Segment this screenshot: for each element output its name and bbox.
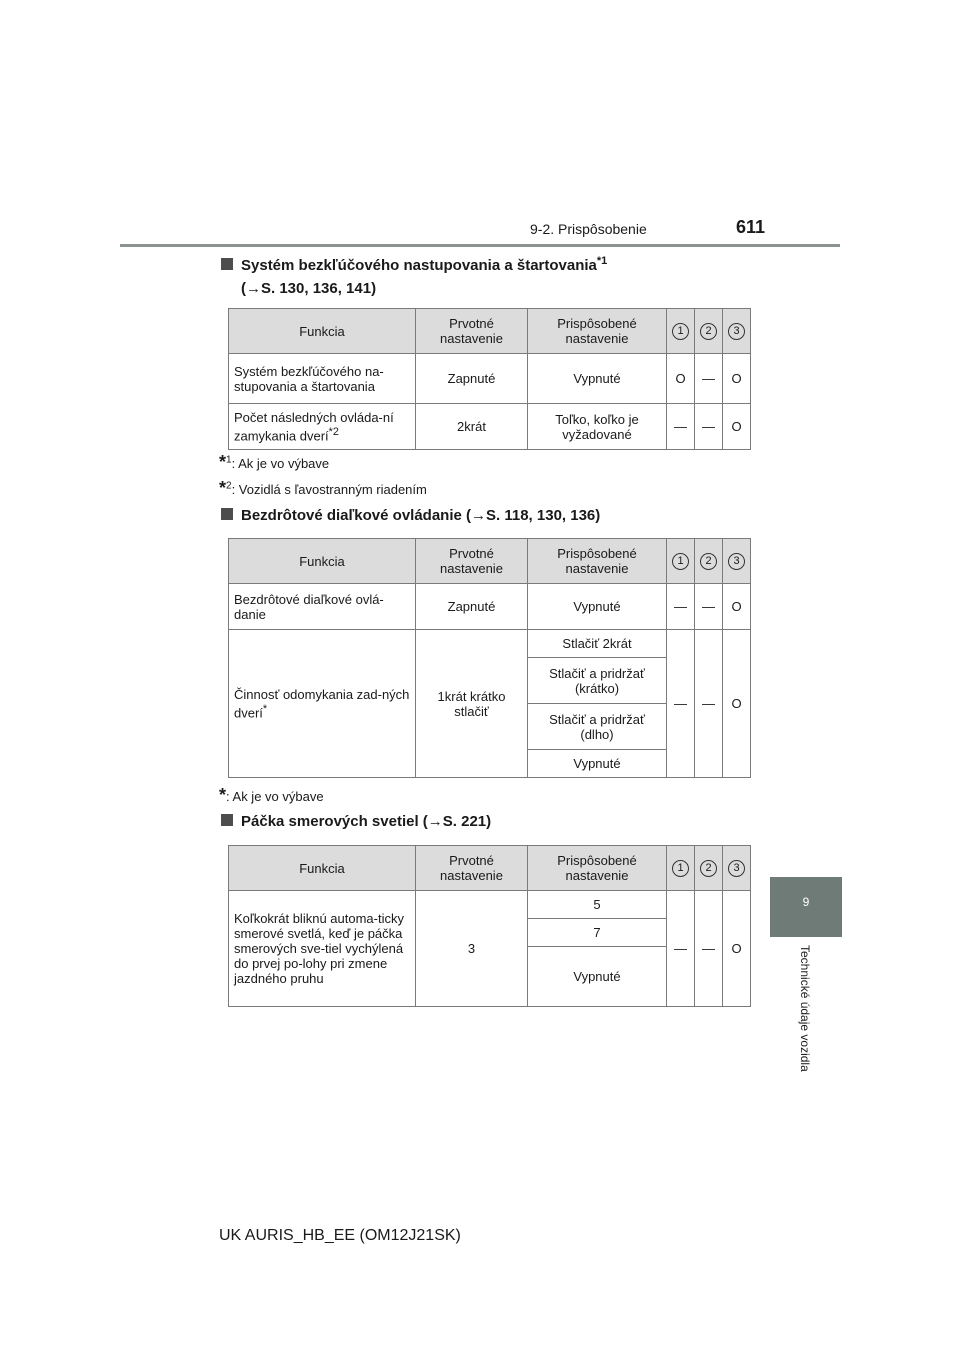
col-header-prvotne: Prvotné nastavenie [416,846,528,891]
cell-c2: — [695,630,723,778]
page-number: 611 [736,217,766,237]
col-header-3 [723,846,751,891]
circled-number: 2 [700,323,717,340]
cell-option: 5 [528,891,667,919]
cell-text: Počet následných ovláda-ní zamykania dverí [234,409,394,444]
circled-number: 3 [728,323,745,340]
cell-option: Vypnuté [528,947,667,1007]
cell-c2: — [695,584,723,630]
square-bullet-icon [221,814,233,826]
cell-prisposobene: Vypnuté [528,354,667,404]
section-title: Bezdrôtové diaľkové ovládanie (→S. 118, 130, 136) [241,507,601,524]
footnote: *$^1$: Ak je vo výbave [219,452,330,472]
cell-funkcia [229,630,416,778]
footnote: *$^2$: Vozidlá s ľavostranným riadením [219,478,427,498]
cell-prisposobene: Vypnuté [528,584,667,630]
col-header-1 [667,539,695,584]
cell-c2: — [695,354,723,404]
cell-option: Vypnuté [528,750,667,778]
col-header-funkcia: Funkcia [229,539,416,584]
cell-text: Činnosť odomykania zad-ných dverí [234,686,410,721]
cell-prvotne: Zapnuté [416,584,528,630]
cell-c1: — [667,891,695,1007]
col-header-funkcia: Funkcia [229,846,416,891]
col-header-prisposobene: Prispôsobené nastavenie [528,539,667,584]
square-bullet-icon [221,508,233,520]
cell-c1: — [667,404,695,450]
settings-table [228,538,751,778]
col-header-prvotne: Prvotné nastavenie [416,539,528,584]
cell-option: Stlačiť a pridržať (dlho) [528,704,667,750]
table-row [229,354,751,404]
cell-c1: O [667,354,695,404]
section-reference: (→S. 130, 136, 141) [241,280,377,297]
circled-number: 2 [700,553,717,570]
col-header-3 [723,539,751,584]
footnote-mark: *1 [596,255,608,267]
footnote: *: Ak je vo výbave [219,785,324,805]
table-header-row [229,309,751,354]
table-row [229,891,751,919]
col-header-1 [667,309,695,354]
col-header-1 [667,846,695,891]
settings-table [228,308,751,450]
table-row [229,404,751,450]
col-header-2 [695,309,723,354]
table-row [229,584,751,630]
col-header-2 [695,846,723,891]
cell-c3: O [723,891,751,1007]
cell-funkcia: Koľkokrát bliknú automa-ticky smerové svetlá, keď je páčka smerových sve-tiel vychýlená do prvej po-lohy pri zmene jazdného pruhu [229,891,416,1007]
col-header-prisposobene: Prispôsobené nastavenie [528,846,667,891]
cell-option: Stlačiť 2krát [528,630,667,658]
circled-number: 3 [728,860,745,877]
cell-c3: O [723,584,751,630]
section-heading [221,813,491,830]
settings-table [228,845,751,1007]
section-heading [221,507,600,524]
circled-number: 3 [728,553,745,570]
cell-c3: O [723,630,751,778]
col-header-3 [723,309,751,354]
section-title: Systém bezkľúčového nastupovania a štartovania [241,257,597,274]
header-rule [120,244,840,247]
cell-prvotne: 2krát [416,404,528,450]
cell-option: Stlačiť a pridržať (krátko) [528,658,667,704]
footer-model-code: UK AURIS_HB_EE (OM12J21SK) [219,1227,461,1244]
footnote-mark: *2 [328,425,339,438]
table-header-row [229,846,751,891]
table-row [229,630,751,658]
cell-funkcia: Bezdrôtové diaľkové ovlá-danie [229,584,416,630]
circled-number: 1 [672,553,689,570]
header-section-title: 9-2. Prispôsobenie [530,221,647,237]
cell-c3: O [723,404,751,450]
circled-number: 2 [700,860,717,877]
footnote-mark: * [262,702,268,715]
cell-c1: — [667,630,695,778]
col-header-funkcia: Funkcia [229,309,416,354]
cell-prvotne: Zapnuté [416,354,528,404]
chapter-tab: 9 [770,877,842,937]
cell-c2: — [695,891,723,1007]
chapter-label: Technické údaje vozidla [798,945,812,1072]
cell-funkcia: Systém bezkľúčového na-stupovania a štartovania [229,354,416,404]
section-title: Páčka smerových svetiel (→S. 221) [241,813,492,830]
col-header-2 [695,539,723,584]
square-bullet-icon [221,258,233,270]
cell-prisposobene: Toľko, koľko je vyžadované [528,404,667,450]
circled-number: 1 [672,860,689,877]
cell-prvotne: 1krát krátko stlačiť [416,630,528,778]
table-header-row [229,539,751,584]
cell-option: 7 [528,919,667,947]
cell-c3: O [723,354,751,404]
cell-funkcia [229,404,416,450]
col-header-prisposobene: Prispôsobené nastavenie [528,309,667,354]
cell-c1: — [667,584,695,630]
col-header-prvotne: Prvotné nastavenie [416,309,528,354]
section-heading [221,255,607,274]
cell-c2: — [695,404,723,450]
cell-prvotne: 3 [416,891,528,1007]
circled-number: 1 [672,323,689,340]
